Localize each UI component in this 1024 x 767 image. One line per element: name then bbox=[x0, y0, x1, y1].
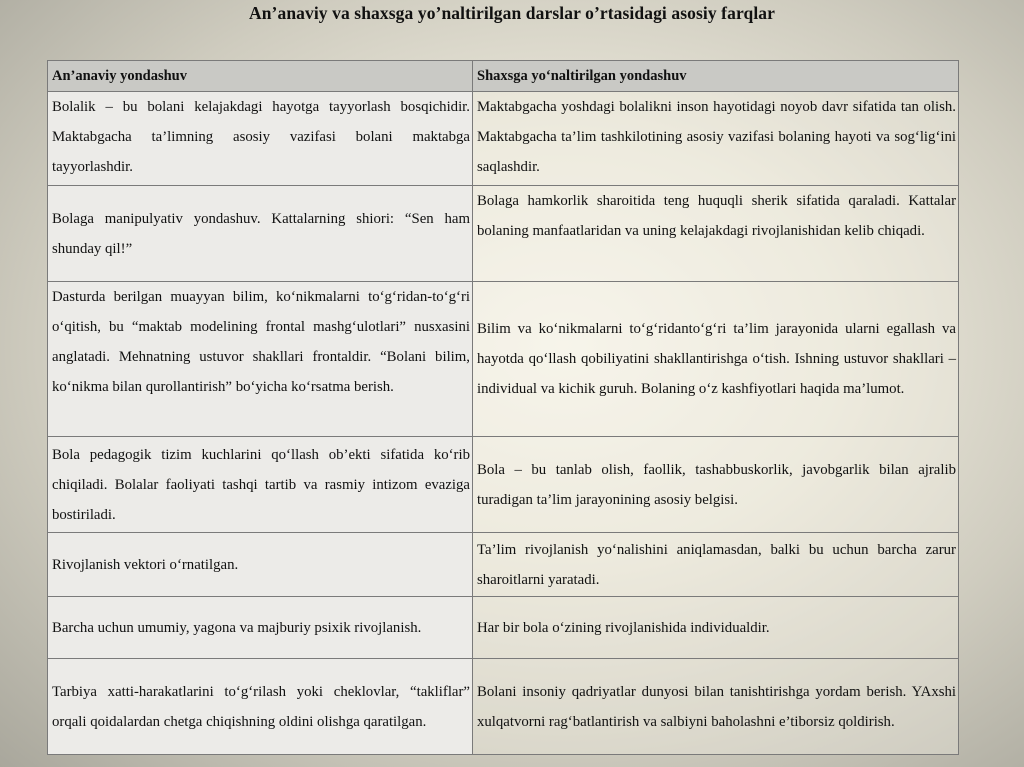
cell-personal: Bolaga hamkorlik sharoitida teng huquqli sherik sifatida qaraladi. Kattalar bolaning manfaatlaridan va uning kelajakdagi rivojlanishidan kelib chiqadi. bbox=[473, 186, 959, 282]
header-personal: Shaxsga yo‘naltirilgan yondashuv bbox=[473, 61, 959, 92]
cell-traditional: Bolalik – bu bolani kelajakdagi hayotga tayyorlash bosqichidir. Maktabgacha ta’limning asosiy vazifasi bolani maktabga tayyorlashdir. bbox=[48, 92, 473, 186]
cell-personal: Ta’lim rivojlanish yo‘nalishini aniqlamasdan, balki bu uchun barcha zarur sharoitlarni yaratadi. bbox=[473, 533, 959, 597]
cell-traditional: Tarbiya xatti-harakatlarini to‘g‘rilash yoki cheklovlar, “takliflar” orqali qoidalardan chetga chiqishning oldini olishga qaratilgan. bbox=[48, 659, 473, 755]
cell-traditional: Dasturda berilgan muayyan bilim, ko‘nikmalarni to‘g‘ridan-to‘g‘ri o‘qitish, bu “maktab modelining frontal mashg‘ulotlari” nusxasini anglatadi. Mehnatning ustuvor shakllari frontaldir. “Bolani bilim, ko‘nikma bilan qurollantirish” bo‘yicha ko‘rsatma berish. bbox=[48, 282, 473, 437]
table-row bbox=[48, 282, 959, 437]
table-row bbox=[48, 533, 959, 597]
cell-traditional: Barcha uchun umumiy, yagona va majburiy psixik rivojlanish. bbox=[48, 597, 473, 659]
cell-personal: Maktabgacha yoshdagi bolalikni inson hayotidagi noyob davr sifatida tan olish. Maktabgacha ta’lim tashkilotining asosiy vazifasi bolaning hayoti va sog‘lig‘ini saqlashdir. bbox=[473, 92, 959, 186]
cell-personal: Bolani insoniy qadriyatlar dunyosi bilan tanishtirishga yordam berish. YAxshi xulqatvorni rag‘batlantirish va salbiyni baholashni e’tiborsiz qoldirish. bbox=[473, 659, 959, 755]
comparison-table bbox=[47, 60, 959, 755]
cell-traditional: Bola pedagogik tizim kuchlarini qo‘llash ob’ekti sifatida ko‘rib chiqiladi. Bolalar faoliyati tashqi tartib va rasmiy intizom evaziga bostiriladi. bbox=[48, 437, 473, 533]
table-row bbox=[48, 186, 959, 282]
cell-traditional: Bolaga manipulyativ yondashuv. Kattalarning shiori: “Sen ham shunday qil!” bbox=[48, 186, 473, 282]
slide-title: An’anaviy va shaxsga yo’naltirilgan darslar o’rtasidagi asosiy farqlar bbox=[248, 3, 776, 23]
cell-personal: Bola – bu tanlab olish, faollik, tashabbuskorlik, javobgarlik bilan ajralib turadigan ta’lim jarayonining asosiy belgisi. bbox=[473, 437, 959, 533]
cell-personal: Bilim va ko‘nikmalarni to‘g‘ridanto‘g‘ri ta’lim jarayonida ularni egallash va hayotda qo‘llash qobiliyatini shakllantirishga o‘tish. Ishning ustuvor shakllari – individual va kichik guruh. Bolaning o‘z kashfiyotlari haqida ma’lumot. bbox=[473, 282, 959, 437]
table-row bbox=[48, 597, 959, 659]
table-header-row bbox=[48, 61, 959, 92]
header-traditional: An’anaviy yondashuv bbox=[48, 61, 473, 92]
cell-traditional: Rivojlanish vektori o‘rnatilgan. bbox=[48, 533, 473, 597]
table-row bbox=[48, 92, 959, 186]
table-row bbox=[48, 659, 959, 755]
cell-personal: Har bir bola o‘zining rivojlanishida individualdir. bbox=[473, 597, 959, 659]
table-row bbox=[48, 437, 959, 533]
